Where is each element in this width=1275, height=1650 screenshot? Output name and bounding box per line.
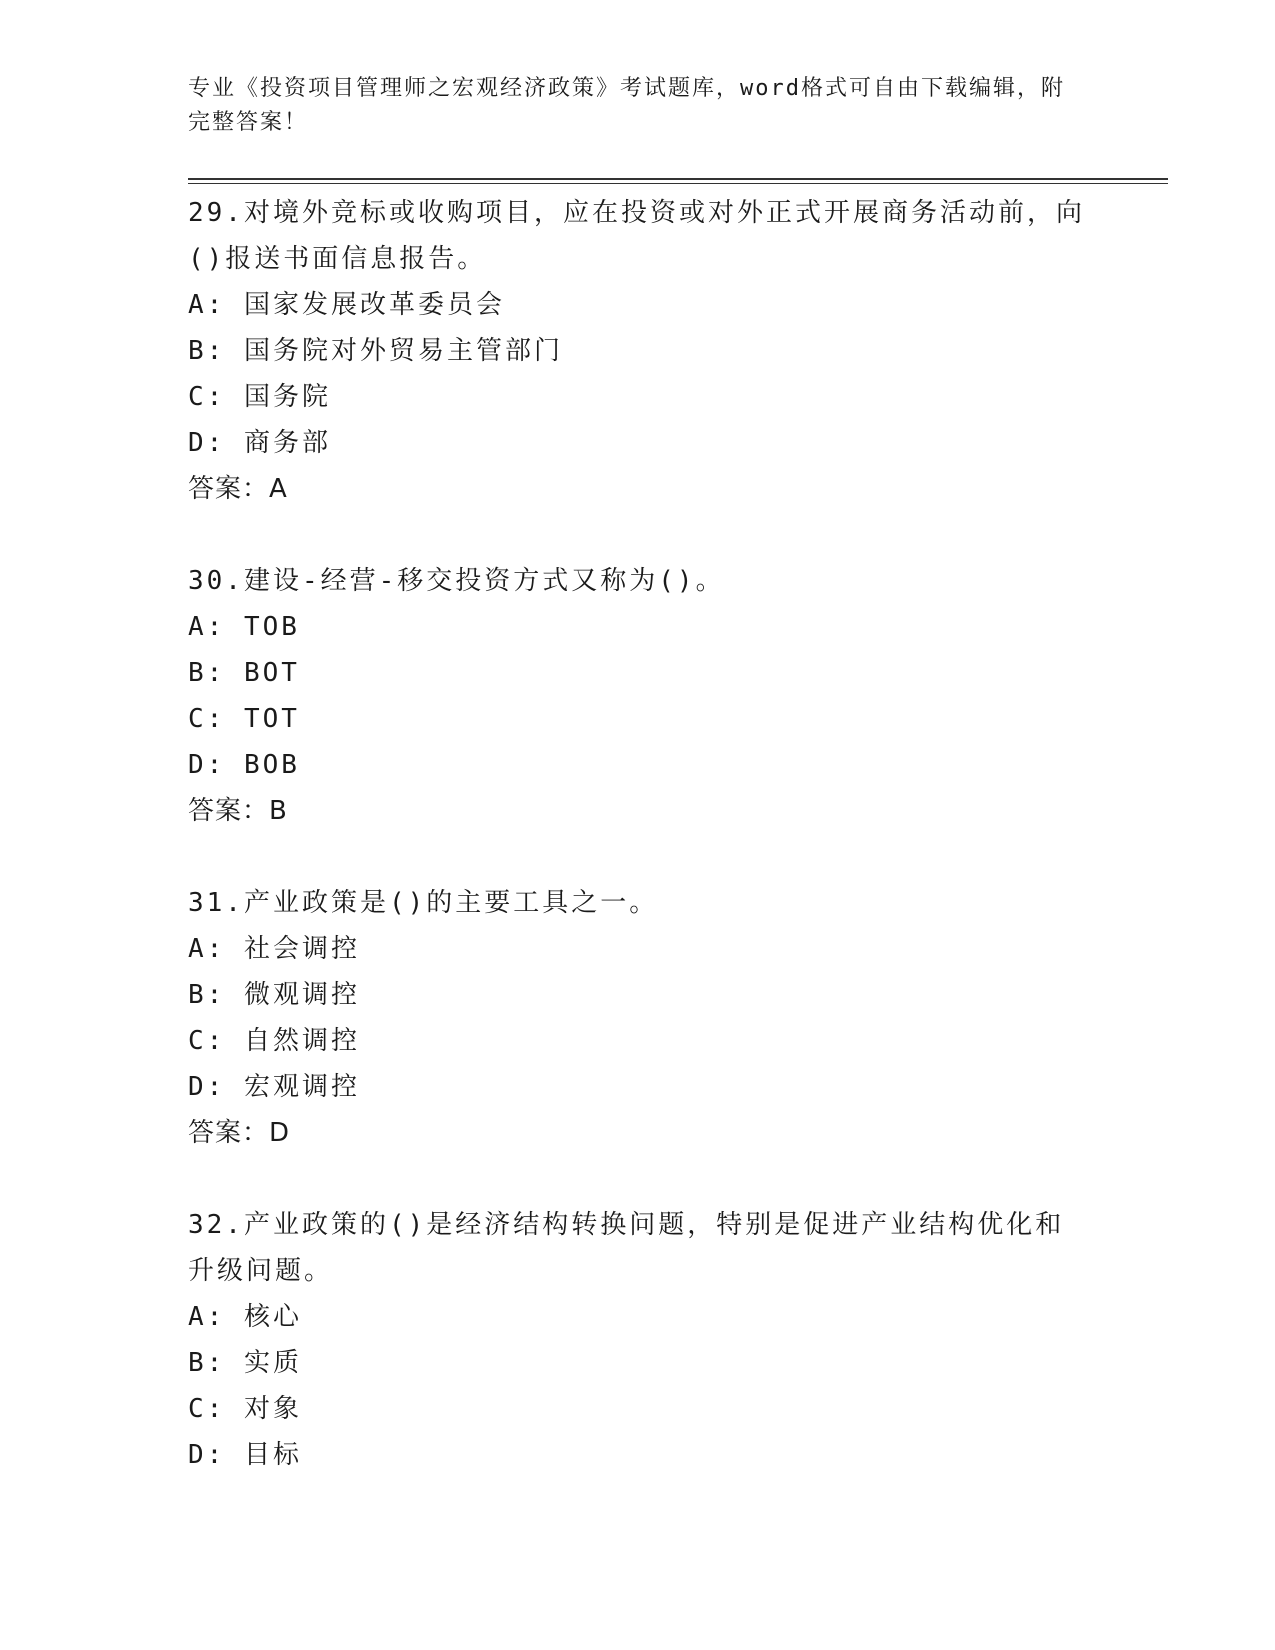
question-text: 31.产业政策是()的主要工具之一。 [188, 888, 659, 918]
option-a: A: 社会调控 [188, 934, 360, 964]
option-d: D: 商务部 [188, 428, 331, 458]
option-a: A: TOB [188, 612, 300, 642]
question-29 [188, 190, 1088, 558]
option-d: D: 宏观调控 [188, 1072, 360, 1102]
option-b: B: 实质 [188, 1348, 302, 1378]
option-a: A: 核心 [188, 1302, 302, 1332]
header-divider [188, 178, 1168, 184]
answer: 答案：A [188, 474, 288, 504]
option-c: C: 国务院 [188, 382, 331, 412]
option-b: B: BOT [188, 658, 300, 688]
answer: 答案：D [188, 1118, 291, 1148]
option-a: A: 国家发展改革委员会 [188, 290, 505, 320]
option-c: C: 对象 [188, 1394, 302, 1424]
question-list [188, 190, 1088, 1478]
answer: 答案：B [188, 796, 288, 826]
option-d: D: BOB [188, 750, 300, 780]
question-31 [188, 880, 1088, 1202]
option-d: D: 目标 [188, 1440, 302, 1470]
question-text: 29.对境外竞标或收购项目，应在投资或对外正式开展商务活动前，向()报送书面信息报告。 [188, 198, 1085, 274]
option-c: C: 自然调控 [188, 1026, 360, 1056]
question-32 [188, 1202, 1088, 1478]
question-text: 32.产业政策的()是经济结构转换问题，特别是促进产业结构优化和升级问题。 [188, 1210, 1065, 1286]
question-30 [188, 558, 1088, 880]
option-c: C: TOT [188, 704, 300, 734]
option-b: B: 微观调控 [188, 980, 360, 1010]
option-b: B: 国务院对外贸易主管部门 [188, 336, 563, 366]
question-text: 30.建设-经营-移交投资方式又称为()。 [188, 566, 725, 596]
document-page [188, 0, 1168, 1650]
document-intro: 专业《投资项目管理师之宏观经济政策》考试题库，word格式可自由下载编辑，附完整答案！ [188, 76, 1065, 135]
